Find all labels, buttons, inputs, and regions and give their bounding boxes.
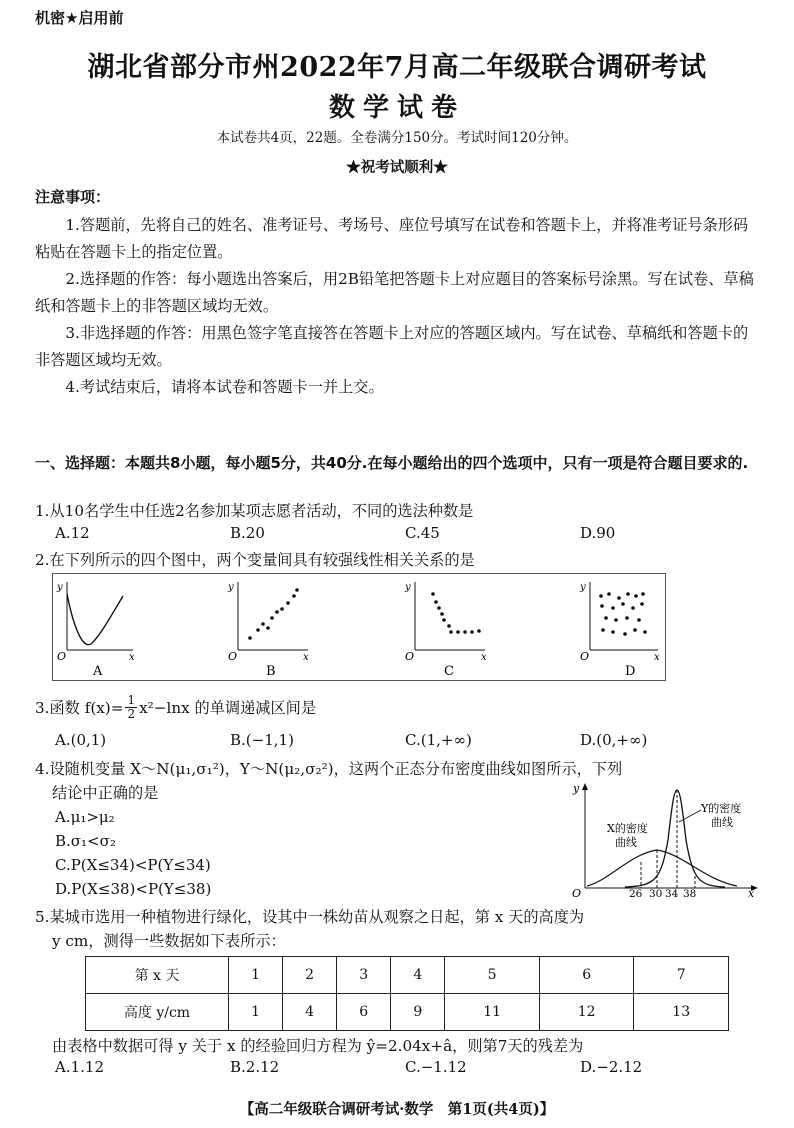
exam-title: 湖北省部分市州2022年7月高二年级联合调研考试 [87, 52, 707, 83]
svg-text:O: O [405, 650, 415, 663]
q3-stem [35, 694, 765, 721]
q5-question: 由表格中数据可得 y 关于 x 的经验回归方程为 ŷ=2.04x+â，则第7天的残差为 [52, 1037, 584, 1055]
q4-option: D.P(X≤38)<P(Y≤38) [55, 880, 212, 898]
svg-text:曲线: 曲线 [711, 816, 733, 829]
svg-text:曲线: 曲线 [615, 836, 637, 849]
q3-fraction [125, 694, 137, 721]
plot-a [56, 582, 135, 679]
svg-text:x: x [748, 887, 755, 898]
q3-stem-prefix: 3.函数 f(x)= [35, 698, 124, 717]
svg-text:O: O [572, 887, 582, 898]
q1-option: B.20 [230, 524, 265, 542]
q5-option: C.−1.12 [405, 1058, 467, 1076]
svg-text:y: y [580, 582, 586, 593]
table-cell: 1 [229, 994, 283, 1031]
svg-text:26: 26 [629, 888, 643, 898]
table-cell: 9 [391, 994, 445, 1031]
q3-option: B.(−1,1) [230, 731, 294, 749]
svg-text:B: B [266, 664, 276, 679]
plot-d [579, 582, 660, 679]
q1-option: D.90 [580, 524, 616, 542]
q3-option: A.(0,1) [55, 731, 107, 749]
svg-text:x: x [654, 652, 660, 663]
q3-frac-num: 1 [127, 693, 136, 707]
svg-text:O: O [228, 650, 238, 663]
svg-text:X的密度: X的密度 [607, 822, 648, 835]
table-row [86, 994, 729, 1031]
q4-stem-line1: 4.设随机变量 X～N(μ₁,σ₁²)，Y～N(μ₂,σ₂²)，这两个正态分布密度曲线如图所示，下列 [35, 760, 623, 778]
q4-option: A.μ₁>μ₂ [55, 808, 115, 826]
notice-item: 2.选择题的作答：每小题选出答案后，用2B铅笔把答题卡上对应题目的答案标号涂黑。写在试卷、草稿纸和答题卡上的非答题区域均无效。 [35, 270, 754, 315]
svg-text:O: O [580, 650, 590, 663]
svg-text:O: O [57, 650, 67, 663]
table-cell: 13 [634, 994, 729, 1031]
svg-text:y: y [405, 582, 411, 593]
q3-option: C.(1,+∞) [405, 731, 472, 749]
q4-option: B.σ₁<σ₂ [55, 832, 116, 850]
svg-text:y: y [228, 582, 234, 593]
svg-text:x: x [303, 652, 309, 663]
svg-text:A: A [93, 664, 103, 679]
plot-c [404, 582, 487, 679]
svg-text:34: 34 [665, 888, 679, 898]
q1-option: C.45 [405, 524, 440, 542]
table-cell: 11 [445, 994, 540, 1031]
table-cell: 12 [539, 994, 634, 1031]
q2-figures [52, 573, 666, 681]
table-row-header: 第 x 天 [86, 957, 229, 994]
good-luck-line: ★祝考试顺利★ [346, 159, 448, 176]
svg-text:30: 30 [649, 888, 663, 898]
notice-heading: 注意事项： [35, 188, 111, 206]
notice-item: 4.考试结束后，请将本试卷和答题卡一并上交。 [65, 378, 384, 396]
page-footer: 【高二年级联合调研考试·数学 第1页(共4页)】 [239, 1101, 555, 1118]
q5-option: A.1.12 [55, 1058, 104, 1076]
table-cell: 2 [283, 957, 337, 994]
notice-list [35, 212, 760, 401]
svg-text:C: C [444, 664, 454, 679]
svg-text:y: y [573, 782, 580, 795]
svg-text:y: y [57, 582, 63, 593]
table-cell: 3 [337, 957, 391, 994]
section-heading: 一、选择题：本题共8小题，每小题5分，共40分.在每小题给出的四个选项中，只有一项是符合题目要求的. [35, 454, 749, 472]
q3-option: D.(0,+∞) [580, 731, 648, 749]
svg-text:Y的密度: Y的密度 [701, 802, 742, 815]
table-row [86, 957, 729, 994]
table-cell: 6 [539, 957, 634, 994]
svg-text:x: x [129, 652, 135, 663]
exam-info: 本试卷共4页，22题。全卷满分150分。考试时间120分钟。 [216, 130, 578, 146]
table-row-header: 高度 y/cm [86, 994, 229, 1031]
svg-text:D: D [625, 664, 636, 679]
q4-normal-curves-figure [565, 780, 760, 898]
q1-stem: 1.从10名学生中任选2名参加某项志愿者活动，不同的选法种数是 [35, 502, 474, 520]
table-cell: 4 [391, 957, 445, 994]
table-cell: 4 [283, 994, 337, 1031]
q5-stem-line2: y cm，测得一些数据如下表所示： [52, 932, 286, 950]
notice-item: 3.非选择题的作答：用黑色签字笔直接答在答题卡上对应的答题区域内。写在试卷、草稿纸和答题卡的非答题区域均无效。 [35, 324, 749, 369]
q3-options [55, 731, 755, 749]
plot-b [227, 582, 309, 679]
q5-stem-line1: 5.某城市选用一种植物进行绿化，设其中一株幼苗从观察之日起，第 x 天的高度为 [35, 908, 585, 926]
q5-options [55, 1058, 755, 1076]
x-density-curve [587, 850, 737, 886]
q4-options [55, 805, 211, 901]
table-cell: 6 [337, 994, 391, 1031]
q4-option: C.P(X≤34)<P(Y≤34) [55, 856, 211, 874]
confidential-mark: 机密★启用前 [35, 9, 124, 27]
exam-subject: 数学试卷 [328, 93, 465, 123]
q1-option: A.12 [55, 524, 90, 542]
table-cell: 7 [634, 957, 729, 994]
q1-options [55, 524, 755, 542]
table-cell: 1 [229, 957, 283, 994]
notice-item: 1.答题前，先将自己的姓名、准考证号、考场号、座位号填写在试卷和答题卡上，并将准考证号条形码粘贴在答题卡上的指定位置。 [35, 216, 749, 261]
q3-stem-suffix: x²−lnx 的单调递减区间是 [139, 698, 317, 717]
q2-stem: 2.在下列所示的四个图中，两个变量间具有较强线性相关关系的是 [35, 551, 475, 569]
table-cell: 5 [445, 957, 540, 994]
q5-option: D.−2.12 [580, 1058, 643, 1076]
q4-stem-line2: 结论中正确的是 [52, 784, 159, 802]
svg-text:x: x [481, 652, 487, 663]
svg-text:38: 38 [683, 888, 697, 898]
q3-frac-den: 2 [127, 707, 136, 721]
q5-data-table [85, 956, 729, 1031]
q5-option: B.2.12 [230, 1058, 280, 1076]
